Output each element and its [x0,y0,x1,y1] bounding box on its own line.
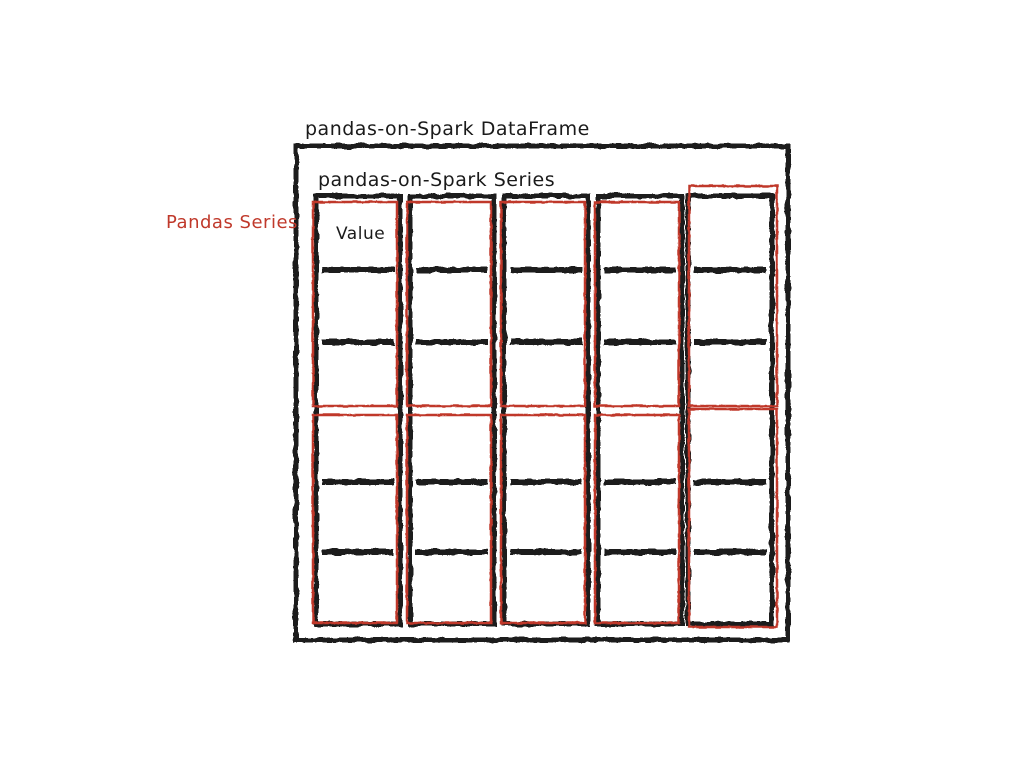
title-dataframe: pandas-on-Spark DataFrame [305,118,590,140]
label-pandas-series: Pandas Series [166,212,298,233]
pandas-series-block-5-upper [689,186,777,406]
pandas-series-block-4-lower [595,415,679,623]
cell-separators-upper [322,270,766,342]
pandas-series-block-2-lower [407,415,491,623]
dataframe-outer-box [296,146,788,640]
title-series: pandas-on-Spark Series [318,169,556,191]
pandas-series-block-4-upper [595,202,679,406]
pandas-series-highlights [313,186,777,627]
pandas-series-block-3-lower [501,415,585,623]
cell-label-value: Value [336,224,386,244]
pandas-series-block-5-lower [689,409,777,627]
pandas-series-block-3-upper [501,202,585,406]
pandas-series-block-1-lower [313,415,397,623]
cell-separators-lower [322,482,766,552]
pandas-series-block-2-upper [407,202,491,406]
